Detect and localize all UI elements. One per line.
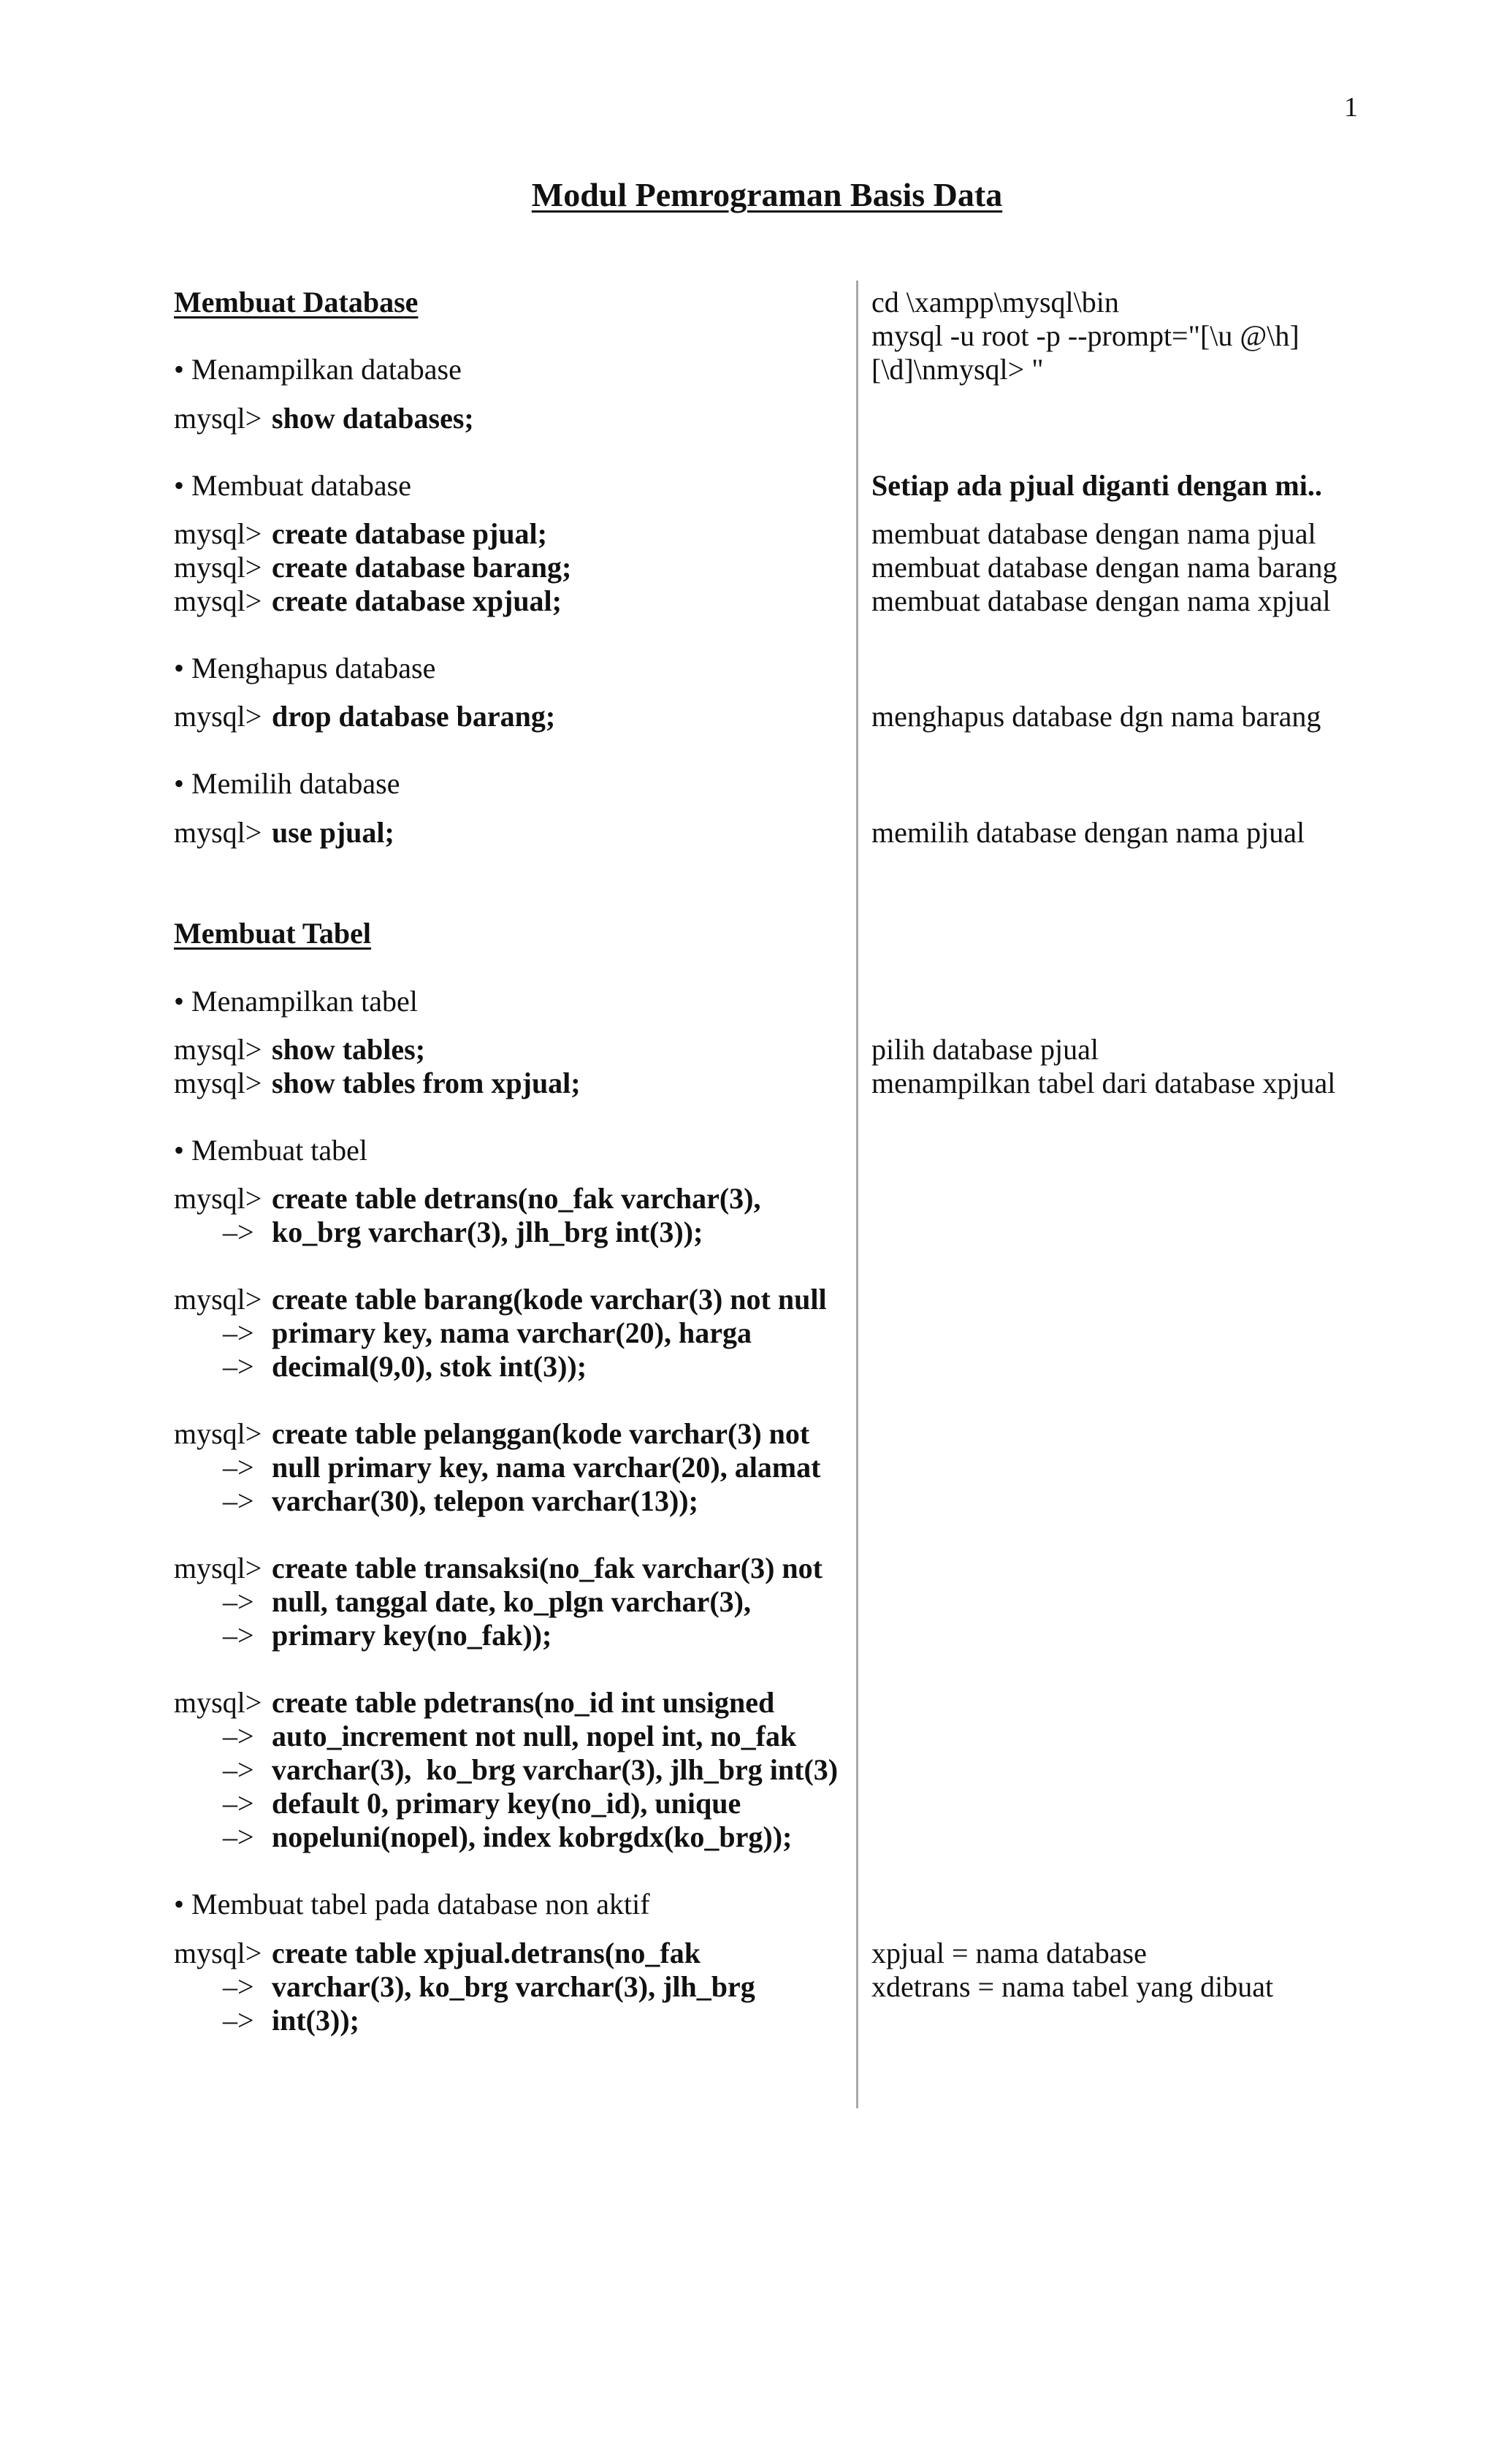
bullet-create-table: • Membuat tabel	[174, 1134, 368, 1167]
continuation-arrow: –>	[223, 1350, 254, 1383]
setup-line: mysql -u root -p --prompt="[\u @\h]	[871, 319, 1300, 352]
description: menampilkan tabel dari database xpjual	[871, 1067, 1336, 1099]
continuation-arrow: –>	[223, 1484, 254, 1517]
prompt: mysql>	[174, 1182, 262, 1215]
bullet-use-database: • Memilih database	[174, 767, 400, 800]
command: show databases;	[272, 402, 474, 435]
continuation-arrow: –>	[223, 1585, 254, 1618]
command: null primary key, nama varchar(20), alamat	[272, 1451, 821, 1484]
continuation-arrow: –>	[223, 1619, 254, 1652]
command: varchar(3), ko_brg varchar(3), jlh_brg	[272, 1970, 755, 2003]
command: nopeluni(nopel), index kobrgdx(ko_brg));	[272, 1820, 793, 1853]
description: membuat database dengan nama pjual	[871, 517, 1316, 550]
prompt: mysql>	[174, 517, 262, 550]
continuation-arrow: –>	[223, 1720, 254, 1752]
command: primary key(no_fak));	[272, 1619, 552, 1652]
prompt: mysql>	[174, 1417, 262, 1450]
command: create database xpjual;	[272, 584, 562, 617]
setup-line: cd \xampp\mysql\bin	[871, 286, 1119, 319]
command: default 0, primary key(no_id), unique	[272, 1787, 741, 1820]
bullet-drop-database: • Menghapus database	[174, 652, 436, 684]
page-title: Modul Pemrograman Basis Data	[531, 176, 1003, 213]
description: membuat database dengan nama xpjual	[871, 584, 1331, 617]
command: auto_increment not null, nopel int, no_fak	[272, 1720, 797, 1752]
continuation-arrow: –>	[223, 1970, 254, 2003]
section-heading-table: Membuat Tabel	[174, 917, 372, 950]
description: xpjual = nama database	[871, 1937, 1147, 1969]
command: int(3));	[272, 2004, 359, 2037]
command: show tables from xpjual;	[272, 1067, 581, 1099]
command: show tables;	[272, 1033, 426, 1066]
continuation-arrow: –>	[223, 1787, 254, 1820]
prompt: mysql>	[174, 584, 262, 617]
continuation-arrow: –>	[223, 1820, 254, 1853]
prompt: mysql>	[174, 551, 262, 584]
command: create table pdetrans(no_id int unsigned	[272, 1686, 775, 1719]
command: create table pelanggan(kode varchar(3) not	[272, 1417, 810, 1450]
description: menghapus database dgn nama barang	[871, 700, 1321, 733]
prompt: mysql>	[174, 816, 262, 849]
command: create database barang;	[272, 551, 572, 584]
command: create table detrans(no_fak varchar(3),	[272, 1182, 761, 1215]
command: create table barang(kode varchar(3) not null	[272, 1283, 827, 1316]
continuation-arrow: –>	[223, 2004, 254, 2037]
prompt: mysql>	[174, 402, 262, 435]
command: drop database barang;	[272, 700, 556, 733]
column-divider	[856, 281, 858, 2108]
description: xdetrans = nama tabel yang dibuat	[871, 1970, 1274, 2003]
command: use pjual;	[272, 816, 394, 849]
command: create table xpjual.detrans(no_fak	[272, 1937, 701, 1969]
continuation-arrow: –>	[223, 1316, 254, 1349]
command: create table transaksi(no_fak varchar(3) not	[272, 1552, 823, 1584]
continuation-arrow: –>	[223, 1451, 254, 1484]
setup-line: [\d]\nmysql> "	[871, 353, 1044, 386]
command: primary key, nama varchar(20), harga	[272, 1316, 752, 1349]
command: varchar(30), telepon varchar(13));	[272, 1484, 698, 1517]
bullet-create-table-nonaktif: • Membuat tabel pada database non aktif	[174, 1888, 650, 1921]
bullet-show-databases: • Menampilkan database	[174, 353, 462, 386]
command: decimal(9,0), stok int(3));	[272, 1350, 587, 1383]
note: Setiap ada pjual diganti dengan mi..	[871, 469, 1322, 502]
command: null, tanggal date, ko_plgn varchar(3),	[272, 1585, 751, 1618]
prompt: mysql>	[174, 700, 262, 733]
continuation-arrow: –>	[223, 1216, 254, 1248]
continuation-arrow: –>	[223, 1753, 254, 1786]
section-heading-database: Membuat Database	[174, 286, 419, 319]
command: ko_brg varchar(3), jlh_brg int(3));	[272, 1216, 703, 1248]
prompt: mysql>	[174, 1937, 262, 1969]
command: varchar(3), ko_brg varchar(3), jlh_brg int(3)	[272, 1753, 839, 1786]
description: pilih database pjual	[871, 1033, 1099, 1066]
bullet-show-tables: • Menampilkan tabel	[174, 985, 418, 1018]
description: memilih database dengan nama pjual	[871, 816, 1305, 849]
prompt: mysql>	[174, 1283, 262, 1316]
page-number: 1	[1344, 92, 1358, 123]
bullet-create-database: • Membuat database	[174, 469, 411, 502]
description: membuat database dengan nama barang	[871, 551, 1337, 584]
prompt: mysql>	[174, 1552, 262, 1584]
prompt: mysql>	[174, 1067, 262, 1099]
prompt: mysql>	[174, 1033, 262, 1066]
command: create database pjual;	[272, 517, 547, 550]
prompt: mysql>	[174, 1686, 262, 1719]
